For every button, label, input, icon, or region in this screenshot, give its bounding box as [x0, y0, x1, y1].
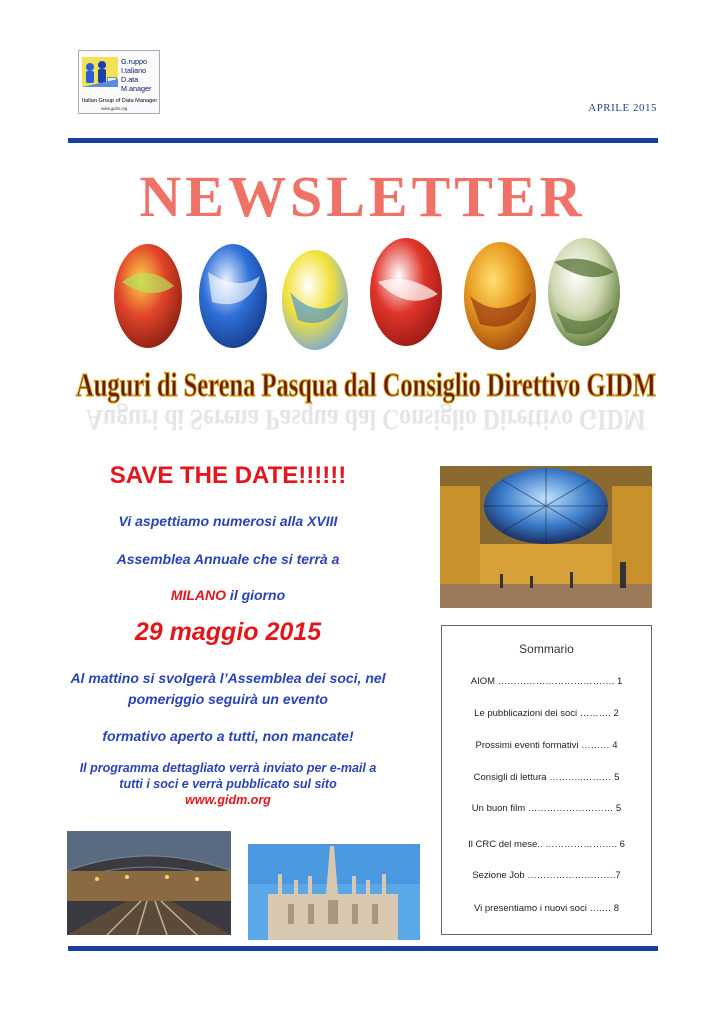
- logo-url: www.gidm.org: [101, 106, 128, 111]
- logo-line: M.anager: [121, 84, 152, 93]
- toc-item[interactable]: Le pubblicazioni dei soci ………. 2: [474, 708, 619, 719]
- logo-subtitle: Italian Group of Data Manager: [82, 98, 158, 104]
- event-line-1: Vi aspettiamo numerosi alla XVIII: [118, 513, 338, 529]
- easter-eggs-image: [108, 232, 628, 357]
- toc-item[interactable]: AIOM ………………………………. 1: [470, 676, 623, 687]
- save-the-date-heading: SAVE THE DATE!!!!!!: [109, 462, 347, 489]
- toc-item[interactable]: Sezione Job ……………………….7: [472, 870, 621, 881]
- site-link[interactable]: www.gidm.org: [185, 793, 271, 807]
- greeting-text: Auguri di Serena Pasqua dal Consiglio Direttivo GIDM: [76, 367, 656, 404]
- easter-greeting-banner: [66, 352, 666, 442]
- event-date: 29 maggio 2015: [134, 618, 322, 646]
- logo-line: I.taliano: [121, 66, 147, 75]
- event-invite-text: formativo aperto a tutti, non mancate!: [102, 728, 354, 744]
- logo-people-icon: [82, 57, 118, 97]
- toc-item[interactable]: Il CRC del mese.. ………………….. 6: [468, 839, 625, 850]
- event-line-3: [68, 587, 388, 603]
- newsletter-title: NEWSLETTER: [139, 164, 586, 229]
- galleria-milano-photo: [440, 466, 652, 608]
- duomo-milano-photo: [248, 844, 420, 940]
- toc-item[interactable]: Un buon film ……………………… 5: [471, 803, 622, 814]
- event-details-text: [68, 760, 388, 808]
- milano-station-photo: [67, 831, 231, 935]
- toc-item[interactable]: Vi presentiamo i nuovi soci ….… 8: [473, 903, 620, 914]
- event-line-2: Assemblea Annuale che si terrà a: [116, 551, 340, 567]
- greeting-reflection: Auguri di Serena Pasqua dal Consiglio Direttivo GIDM: [86, 403, 646, 436]
- details-text: Il programma dettagliato verrà inviato per e-mail a tutti i soci e verrà pubblicato sul sito: [79, 761, 377, 791]
- event-line-3-rest: il giorno: [226, 587, 286, 603]
- bottom-divider: [68, 946, 658, 951]
- event-city: MILANO: [170, 587, 227, 603]
- event-program-text: Al mattino si svolgerà l’Assemblea dei soci, nel pomeriggio seguirà un evento: [70, 670, 386, 707]
- top-divider: [68, 138, 658, 143]
- logo-lines: [121, 57, 151, 93]
- toc-item[interactable]: Consigli di lettura ………..……… 5: [473, 772, 620, 783]
- logo-line: G.ruppo: [121, 57, 147, 66]
- toc-item[interactable]: Prossimi eventi formativi ……… 4: [475, 740, 618, 751]
- toc-title: Sommario: [519, 642, 574, 656]
- table-of-contents: [441, 625, 652, 935]
- gidm-logo: [78, 50, 160, 114]
- issue-date: APRILE 2015: [588, 102, 657, 114]
- logo-line: D.ata: [121, 75, 139, 84]
